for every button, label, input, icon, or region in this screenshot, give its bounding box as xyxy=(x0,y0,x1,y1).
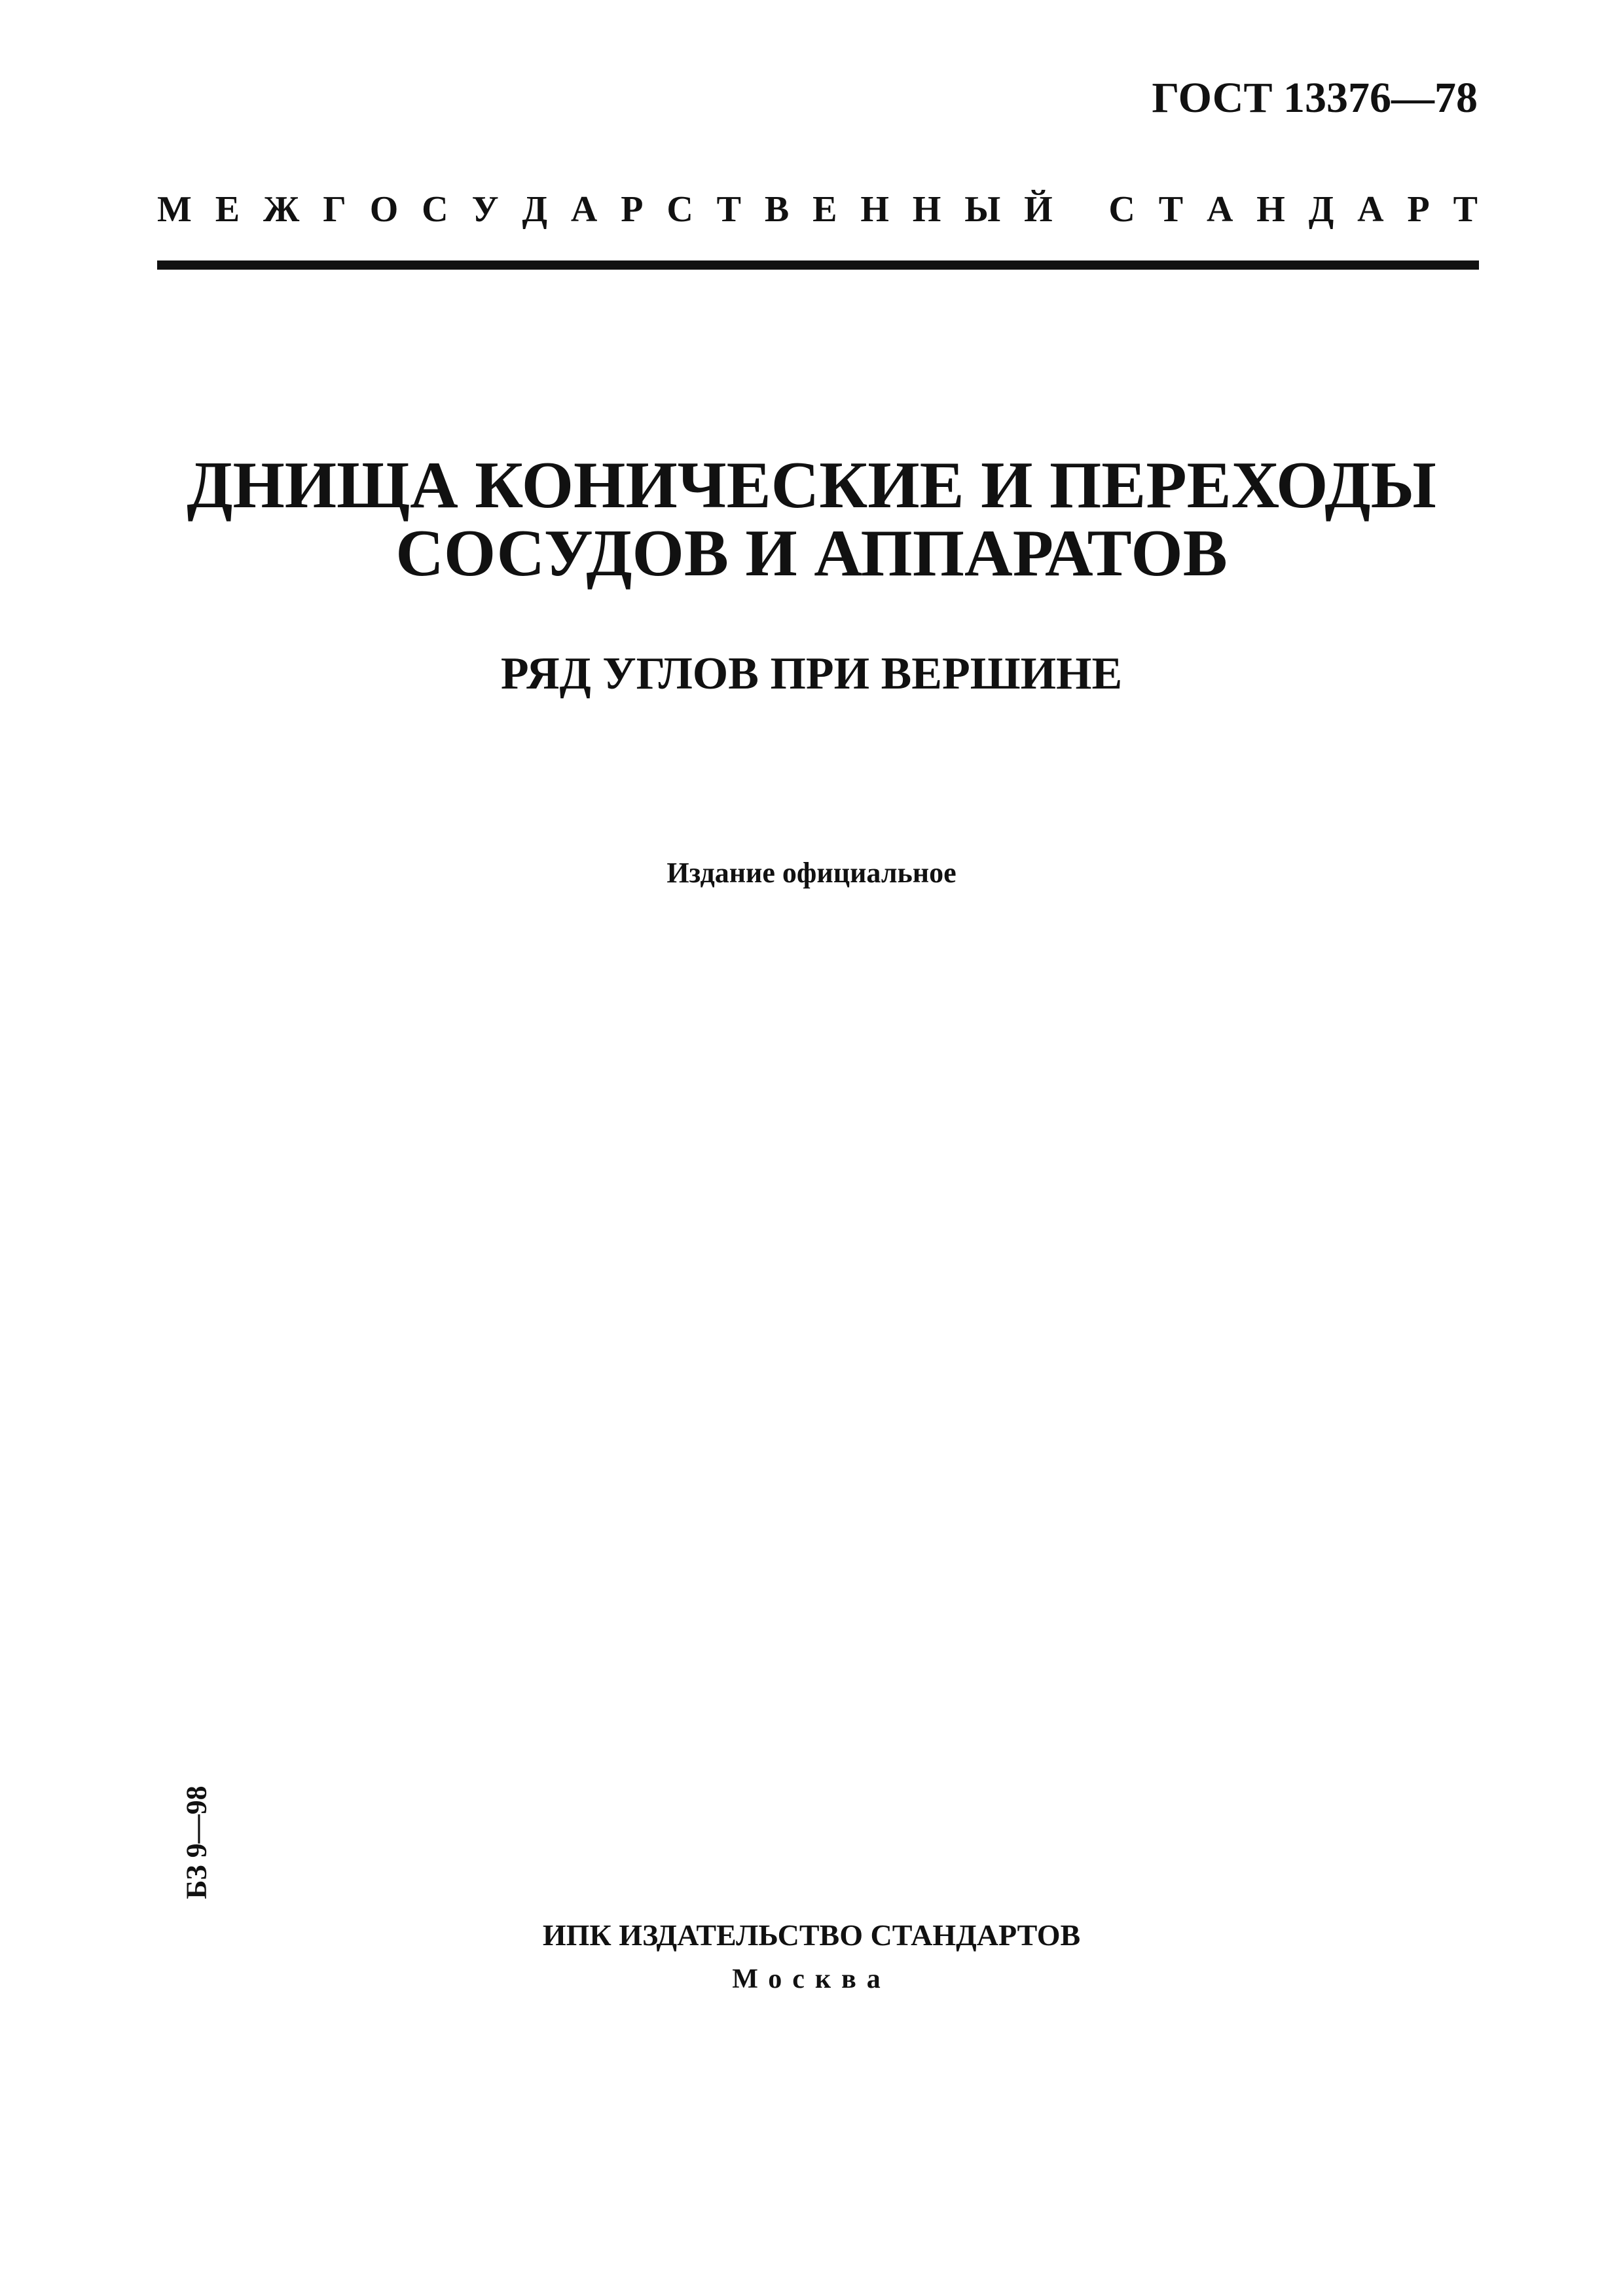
document-title xyxy=(0,448,1623,590)
heading-letter: Д xyxy=(522,189,548,230)
heading-letter: Е xyxy=(215,189,240,230)
heading-letter: М xyxy=(157,189,192,230)
edition-label: Издание официальное xyxy=(666,857,957,889)
heading-letter: О xyxy=(369,189,399,230)
heading-letter: А xyxy=(570,189,598,230)
heading-letter: Д xyxy=(1308,189,1334,230)
heading-letter: С xyxy=(1108,189,1135,230)
publisher-city: Москва xyxy=(732,1964,891,1994)
heading-letter: Р xyxy=(1407,189,1430,230)
heading-letter: Е xyxy=(812,189,837,230)
heading-letter: Т xyxy=(716,189,741,230)
heading-letter: Р xyxy=(621,189,644,230)
title-line-1: ДНИЩА КОНИЧЕСКИЕ И ПЕРЕХОДЫ xyxy=(187,448,1436,522)
document-number: ГОСТ 13376—78 xyxy=(1152,74,1478,122)
publisher-name: ИПК ИЗДАТЕЛЬСТВО СТАНДАРТОВ xyxy=(542,1918,1081,1952)
side-code: БЗ 9—98 xyxy=(180,1785,213,1899)
standard-type-heading xyxy=(157,188,1478,230)
heading-letter: Ж xyxy=(263,189,300,230)
heading-letter: Т xyxy=(1453,189,1478,230)
heading-letter: Й xyxy=(1024,189,1053,230)
heading-letter: С xyxy=(666,189,693,230)
heading-letter: Н xyxy=(860,189,889,230)
heading-letter: А xyxy=(1357,189,1384,230)
title-line-2: СОСУДОВ И АППАРАТОВ xyxy=(395,516,1228,590)
heading-letter: Н xyxy=(1256,189,1285,230)
heading-letter: А xyxy=(1206,189,1233,230)
header-divider xyxy=(157,260,1479,270)
heading-letter: Т xyxy=(1158,189,1184,230)
heading-letter: Ы xyxy=(964,189,1001,230)
heading-letter: Г xyxy=(323,189,346,230)
heading-space xyxy=(1076,188,1085,230)
heading-letter: Н xyxy=(912,189,941,230)
document-subtitle: РЯД УГЛОВ ПРИ ВЕРШИНЕ xyxy=(500,649,1123,699)
heading-letter: У xyxy=(471,189,499,230)
heading-letter: С xyxy=(422,189,448,230)
heading-letter: В xyxy=(764,189,790,230)
